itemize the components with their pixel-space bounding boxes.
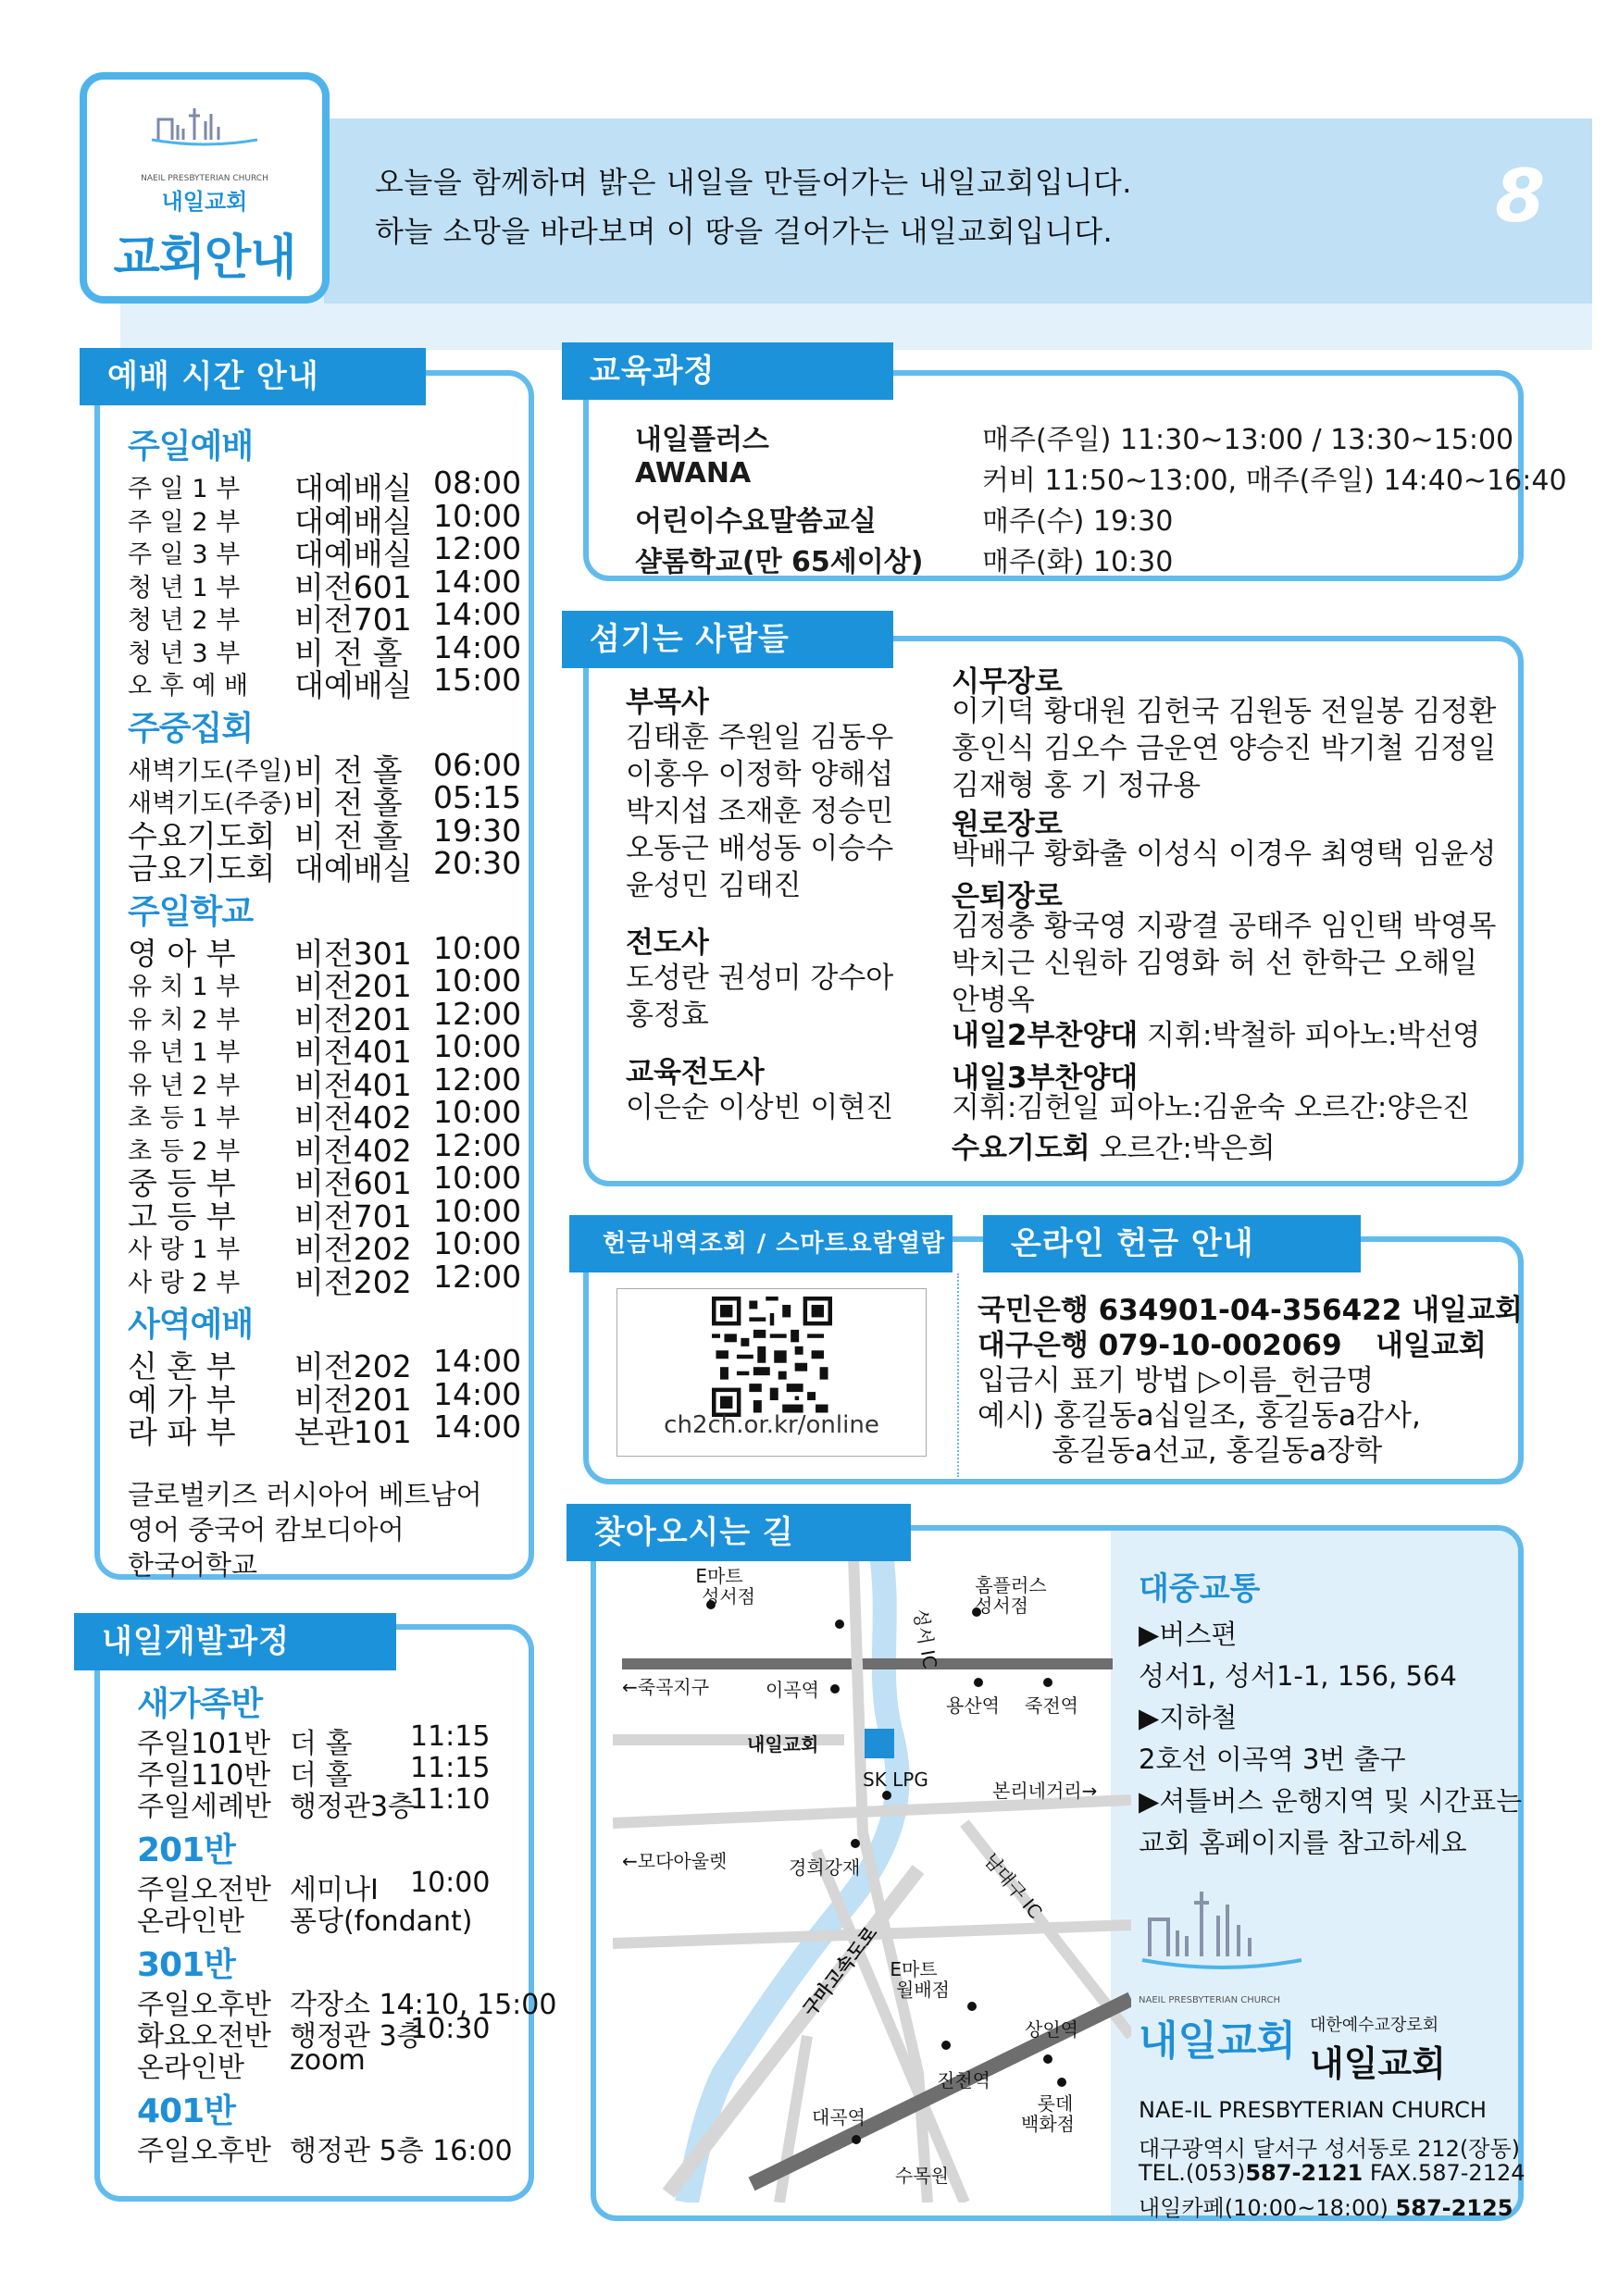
staff-line: 이은순 이상빈 이현진: [626, 1091, 894, 1124]
schedule-name: 주일세례반: [137, 1791, 271, 1823]
church-logo-icon: [144, 103, 265, 181]
schedule-time: 10:00: [433, 929, 522, 966]
retired-elders-title: 은퇴장로: [952, 880, 1063, 913]
dev-tag: 내일개발과정: [74, 1613, 396, 1670]
deposit-example-1: 예시) 홍길동a십일조, 홍길동a감사,: [978, 1399, 1421, 1433]
schedule-time: 10:00: [433, 497, 522, 534]
schedule-time: 10:30: [410, 2013, 491, 2045]
schedule-place: 비 전 홀: [294, 751, 403, 788]
schedule-time: 10:00: [433, 1094, 522, 1130]
map-label-jincheon: 진천역: [937, 2069, 990, 2091]
offering-divider: [957, 1273, 959, 1477]
choir2-line: [952, 1017, 1480, 1054]
schedule-name: 사 랑 2 부: [128, 1268, 241, 1297]
choir3-title: 내일3부찬양대: [952, 1061, 1139, 1095]
schedule-time: 14:00: [433, 1409, 522, 1445]
schedule-name: 청 년 1 부: [128, 573, 241, 602]
staff-line: 홍정효: [626, 999, 709, 1032]
education-tag: 교육과정: [562, 342, 893, 400]
map-label-emart-seongseo: E마트 성서점: [695, 1565, 755, 1607]
header-slogan-1: 오늘을 함께하며 밝은 내일을 만들어가는 내일교회입니다.: [375, 165, 1132, 200]
qr-frame[interactable]: [616, 1288, 927, 1457]
schedule-place: 세미나Ⅰ: [290, 1874, 379, 1906]
schedule-section-title: 새가족반: [137, 1685, 263, 1723]
church-english-name: NAE-IL PRESBYTERIAN CHURCH: [1139, 2097, 1487, 2123]
map-label-emart-wolbae: E마트 월배점: [890, 1958, 950, 2001]
edu-evangelists-title: 교육전도사: [626, 1056, 765, 1089]
church-marker: [865, 1729, 894, 1758]
schedule-section-title: 401반: [137, 2092, 235, 2130]
schedule-place: 비 전 홀: [294, 634, 403, 671]
education-name: AWANA: [635, 457, 752, 490]
transit-line: 교회 홈페이지를 참고하세요: [1139, 1827, 1467, 1858]
schedule-name: 주일오전반: [137, 1874, 271, 1906]
schedule-time: 10:00: [433, 962, 522, 999]
staff-line: 박배구 황화출 이성식 이경우 최영택 임윤성: [952, 838, 1497, 871]
map-label-bonri: 본리네거리→: [992, 1780, 1098, 1802]
staff-line: 홍인식 김오수 금운연 양승진 박기철 김정일: [952, 732, 1497, 765]
education-name: 샬롬학교(만 65세이상): [635, 546, 924, 578]
schedule-place: 비전701: [294, 602, 412, 638]
schedule-name: 수요기도회: [128, 817, 276, 854]
education-panel: [583, 370, 1567, 581]
schedule-place: 비전402: [294, 1099, 412, 1136]
map-label-igok: 이곡역: [766, 1679, 819, 1701]
schedule-place: 행정관3층: [290, 1791, 416, 1823]
schedule-place: 비전201: [294, 1381, 412, 1418]
schedule-name: 화요오전반: [137, 2020, 271, 2053]
schedule-time: 14:00: [433, 596, 522, 632]
schedule-name: 새벽기도(주중): [128, 789, 293, 818]
map-label-lotte: 롯데 백화점: [1021, 2092, 1075, 2135]
header-slogan-2: 하늘 소망을 바라보며 이 땅을 걸어가는 내일교회입니다.: [375, 214, 1114, 249]
schedule-time: 12:00: [433, 995, 522, 1032]
schedule-section-title: 301반: [137, 1946, 235, 1984]
schedule-name: 주 일 2 부: [128, 507, 241, 537]
schedule-time: 15:00: [433, 662, 522, 698]
schedule-time: 11:10: [410, 1783, 491, 1816]
schedule-time: 10:00: [433, 1028, 522, 1064]
page-title: 교회안내: [113, 230, 296, 286]
schedule-place: 비전601: [294, 1165, 412, 1201]
staff-line: 윤성민 김태진: [626, 869, 802, 902]
schedule-place: zoom: [290, 2044, 366, 2077]
bank-account-1: 국민은행 634901-04-356422 내일교회: [978, 1294, 1523, 1327]
worship-note-line: 영어 중국어 캄보디아어: [128, 1514, 405, 1545]
active-elders-list: [952, 693, 1496, 804]
map-label-jukjeon: 죽전역: [1025, 1694, 1078, 1717]
staff-line: 김태훈 주원일 김동우: [626, 721, 894, 754]
staff-line: 이기덕 황대원 김헌국 김원동 전일봉 김정환: [952, 695, 1497, 728]
schedule-name: 유 년 1 부: [128, 1038, 241, 1067]
map-label-gumi: 구마고속도로: [798, 1921, 882, 2021]
schedule-place: 대예배실: [294, 503, 413, 540]
schedule-time: 05:15: [433, 779, 522, 815]
map-label-namdaegu-ic: 남대구 IC: [979, 1848, 1047, 1923]
online-offering-tag: 온라인 헌금 안내: [983, 1215, 1361, 1272]
map-label-gyeonghui: 경희강재: [789, 1856, 861, 1879]
directions-map: [613, 1555, 1131, 2203]
schedule-name: 청 년 2 부: [128, 606, 241, 635]
senior-elders-list: [952, 836, 1496, 873]
schedule-place: 비전202: [294, 1231, 412, 1267]
evangelists-title: 전도사: [626, 926, 709, 960]
deposit-method: 입금시 표기 방법 ▷이름_헌금명: [978, 1364, 1375, 1397]
schedule-section-title: 201반: [137, 1831, 235, 1869]
offering-panel: [583, 1236, 1524, 1484]
schedule-time: 11:15: [410, 1752, 491, 1784]
schedule-time: 14:00: [433, 1343, 522, 1379]
map-label-sangin: 상인역: [1025, 2018, 1078, 2041]
senior-elders-title: 원로장로: [952, 808, 1063, 841]
schedule-place: 비전402: [294, 1132, 412, 1169]
directions-panel: [591, 1525, 1524, 2221]
pastors-list: [626, 719, 893, 904]
church-tel: TEL.(053)587-2121 FAX.587-2124: [1139, 2160, 1526, 2186]
schedule-place: 더 홀: [290, 1728, 353, 1760]
staff-line: 김재형 홍 기 정규용: [952, 769, 1202, 802]
church-cafe: 내일카페(10:00~18:00) 587-2125: [1139, 2195, 1513, 2221]
schedule-place: 비 전 홀: [294, 817, 403, 854]
schedule-name: 주일오후반: [137, 1989, 271, 2021]
staff-line: 안병옥: [952, 984, 1035, 1017]
schedule-name: 영 아 부: [128, 935, 236, 972]
transit-line: 2호선 이곡역 3번 출구: [1139, 1744, 1406, 1775]
schedule-name: 유 치 1 부: [128, 973, 241, 1001]
schedule-place: 대예배실: [294, 470, 413, 506]
schedule-place: 비전202: [294, 1263, 412, 1300]
schedule-section-title: 주일예배: [128, 428, 254, 465]
logo-text: 내일교회: [1139, 2017, 1297, 2065]
schedule-time: 12:00: [433, 530, 522, 566]
staff-line: 박지섭 조재훈 정승민: [626, 795, 894, 828]
schedule-time: 19:30: [433, 812, 522, 849]
schedule-name: 라 파 부: [128, 1414, 236, 1450]
schedule-name: 주 일 1 부: [128, 475, 241, 503]
pastors-title: 부목사: [626, 686, 709, 719]
worship-panel: [94, 370, 534, 1580]
schedule-place: 비전401: [294, 1034, 412, 1070]
map-label-homeplus: 홈플러스 성서점: [975, 1574, 1047, 1617]
staff-line: 도성란 권성미 강수아: [626, 962, 894, 995]
map-label-sklpg: SK LPG: [863, 1769, 928, 1791]
education-name: 내일플러스: [635, 424, 769, 456]
schedule-name: 주일101반: [137, 1728, 271, 1760]
schedule-place: 비전201: [294, 968, 412, 1004]
schedule-name: 고 등 부: [128, 1198, 236, 1235]
schedule-time: 10:00: [433, 1160, 522, 1196]
education-time: 커비 11:50~13:00, 매주(주일) 14:40~16:40: [982, 465, 1567, 497]
schedule-place: 각장소 14:10, 15:00: [290, 1989, 557, 2021]
schedule-place: 행정관 3층: [290, 2020, 424, 2053]
transit-line: ▶지하철: [1139, 1702, 1238, 1733]
bank-account-2-number: 대구은행 079-10-002069: [978, 1329, 1342, 1362]
schedule-section-title: 주중집회: [128, 709, 254, 748]
staff-tag: 섬기는 사람들: [562, 611, 893, 668]
schedule-place: 비전201: [294, 1000, 412, 1037]
schedule-name: 사 랑 1 부: [128, 1235, 241, 1264]
schedule-name: 초 등 2 부: [128, 1136, 241, 1166]
schedule-name: 온라인반: [137, 1905, 244, 1938]
staff-line: 김정충 황국영 지광결 공태주 임인택 박영목: [952, 910, 1497, 943]
transit-line: ▶셔틀버스 운행지역 및 시간표는: [1139, 1785, 1523, 1817]
schedule-time: 14:00: [433, 563, 522, 600]
map-label-seongseo-ic: 성서 IC: [909, 1607, 941, 1670]
deposit-example-2: 홍길동a선교, 홍길동a장학: [1052, 1434, 1383, 1468]
schedule-section-title: 사역예배: [128, 1306, 254, 1344]
schedule-place: 대예배실: [294, 667, 413, 703]
page-number: 8: [1495, 155, 1546, 239]
qr-url[interactable]: ch2ch.or.kr/online: [664, 1411, 879, 1439]
qr-code-icon[interactable]: [712, 1297, 832, 1417]
schedule-name: 새벽기도(주일): [128, 756, 293, 786]
church-address: 대구광역시 달서구 성서동로 212(장동): [1139, 2136, 1520, 2162]
schedule-time: 12:00: [433, 1061, 522, 1098]
schedule-name: 중 등 부: [128, 1165, 236, 1201]
schedule-place: 비전301: [294, 935, 412, 972]
schedule-time: 11:15: [410, 1720, 491, 1753]
schedule-name: 초 등 1 부: [128, 1104, 241, 1133]
schedule-name: 유 치 2 부: [128, 1005, 241, 1035]
schedule-place: 비전601: [294, 568, 412, 605]
worship-note-line: 글로벌키즈 러시아어 베트남어: [128, 1479, 482, 1510]
schedule-time: 06:00: [433, 746, 522, 783]
schedule-name: 주 일 3 부: [128, 540, 241, 569]
transit-line: 성서1, 성서1-1, 156, 564: [1139, 1660, 1457, 1692]
schedule-place: 행정관 5층 16:00: [290, 2135, 513, 2167]
schedule-section-title: 주일학교: [128, 892, 254, 931]
staff-panel: [583, 636, 1524, 1186]
choir2-detail: 지휘:박철하 피아노:박선영: [1147, 1019, 1481, 1052]
transit-title: 대중교통: [1139, 1570, 1261, 1607]
header-logo-box: [80, 72, 330, 304]
schedule-place: 비전701: [294, 1198, 412, 1235]
schedule-name: 주일110반: [137, 1759, 271, 1792]
schedule-place: 비전202: [294, 1348, 412, 1384]
staff-line: 오동근 배성동 이승수: [626, 832, 894, 865]
schedule-place: 본관101: [294, 1414, 412, 1450]
map-label-sumok: 수목원: [895, 2165, 949, 2187]
wed-detail: 오르간:박은희: [1099, 1132, 1276, 1165]
map-label-jukgok: ←죽곡지구: [622, 1676, 710, 1698]
schedule-time: 14:00: [433, 1375, 522, 1412]
education-name: 어린이수요말씀교실: [635, 505, 877, 538]
schedule-time: 12:00: [433, 1126, 522, 1163]
map-label-daegok: 대곡역: [812, 2106, 866, 2128]
active-elders-title: 시무장로: [952, 665, 1063, 699]
schedule-place: 퐁당(fondant): [290, 1905, 473, 1938]
schedule-time: 08:00: [433, 465, 522, 501]
worship-note-line: 한국어학교: [128, 1549, 258, 1581]
schedule-name: 청 년 3 부: [128, 639, 241, 668]
schedule-time: 20:30: [433, 845, 522, 881]
worship-tag: 예배 시간 안내: [80, 348, 426, 405]
education-time: 매주(수) 19:30: [982, 505, 1174, 538]
schedule-name: 오 후 예 배: [128, 672, 249, 701]
education-time: 매주(주일) 11:30~13:00 / 13:30~15:00: [982, 424, 1514, 456]
directions-tag: 찾아오시는 길: [567, 1504, 911, 1561]
schedule-time: 12:00: [433, 1258, 522, 1295]
church-name: 내일교회: [1310, 2043, 1446, 2084]
logo-small-text: NAEIL PRESBYTERIAN CHURCH: [1139, 1995, 1281, 2005]
map-label-moda: ←모다아울렛: [622, 1850, 728, 1872]
evangelists-list: [626, 960, 893, 1034]
edu-evangelists-list: [626, 1089, 893, 1126]
schedule-name: 금요기도회: [128, 850, 276, 887]
schedule-name: 유 년 2 부: [128, 1071, 241, 1100]
schedule-time: 10:00: [433, 1225, 522, 1261]
bank-account-2-name: 내일교회: [1376, 1329, 1487, 1362]
schedule-name: 주일오후반: [137, 2135, 271, 2167]
choir2-title: 내일2부찬양대: [952, 1019, 1139, 1052]
schedule-place: 대예배실: [294, 536, 413, 572]
wed-title: 수요기도회: [952, 1132, 1090, 1165]
staff-line: 박치근 신원하 김영화 허 선 한학근 오해일: [952, 947, 1478, 980]
dev-panel: [94, 1624, 557, 2202]
map-label-church: 내일교회: [747, 1733, 819, 1756]
schedule-place: 대예배실: [294, 850, 413, 887]
denomination: 대한예수교장로회: [1310, 2016, 1439, 2035]
wed-line: [952, 1130, 1276, 1167]
map-label-yongsan: 용산역: [946, 1694, 1000, 1717]
worship-note: [128, 1477, 517, 1582]
schedule-name: 예 가 부: [128, 1381, 236, 1418]
schedule-time: 10:00: [410, 1867, 491, 1899]
education-time: 매주(화) 10:30: [982, 546, 1174, 578]
transit-line: ▶버스편: [1139, 1619, 1238, 1650]
logo-text: 내일교회: [161, 189, 248, 215]
schedule-time: 14:00: [433, 628, 522, 665]
qr-tag: 헌금내역조회 / 스마트요람열람: [569, 1215, 953, 1272]
church-logo: [87, 103, 322, 216]
church-logo-icon: [1139, 1882, 1305, 1984]
logo-small-text: NAEIL PRESBYTERIAN CHURCH: [141, 174, 268, 183]
schedule-name: 신 혼 부: [128, 1348, 236, 1384]
schedule-place: 비 전 홀: [294, 785, 403, 821]
schedule-place: 비전401: [294, 1066, 412, 1103]
schedule-place: 더 홀: [290, 1759, 353, 1792]
main-road: [622, 1658, 1113, 1669]
staff-line: 이홍우 이정학 양해섭: [626, 758, 894, 791]
schedule-name: 온라인반: [137, 2052, 244, 2084]
transit-box: [1111, 1531, 1526, 2221]
choir3-detail: 지휘:김헌일 피아노:김윤숙 오르간:양은진: [952, 1091, 1471, 1124]
schedule-time: 10:00: [433, 1192, 522, 1229]
retired-elders-list: [952, 908, 1496, 1019]
